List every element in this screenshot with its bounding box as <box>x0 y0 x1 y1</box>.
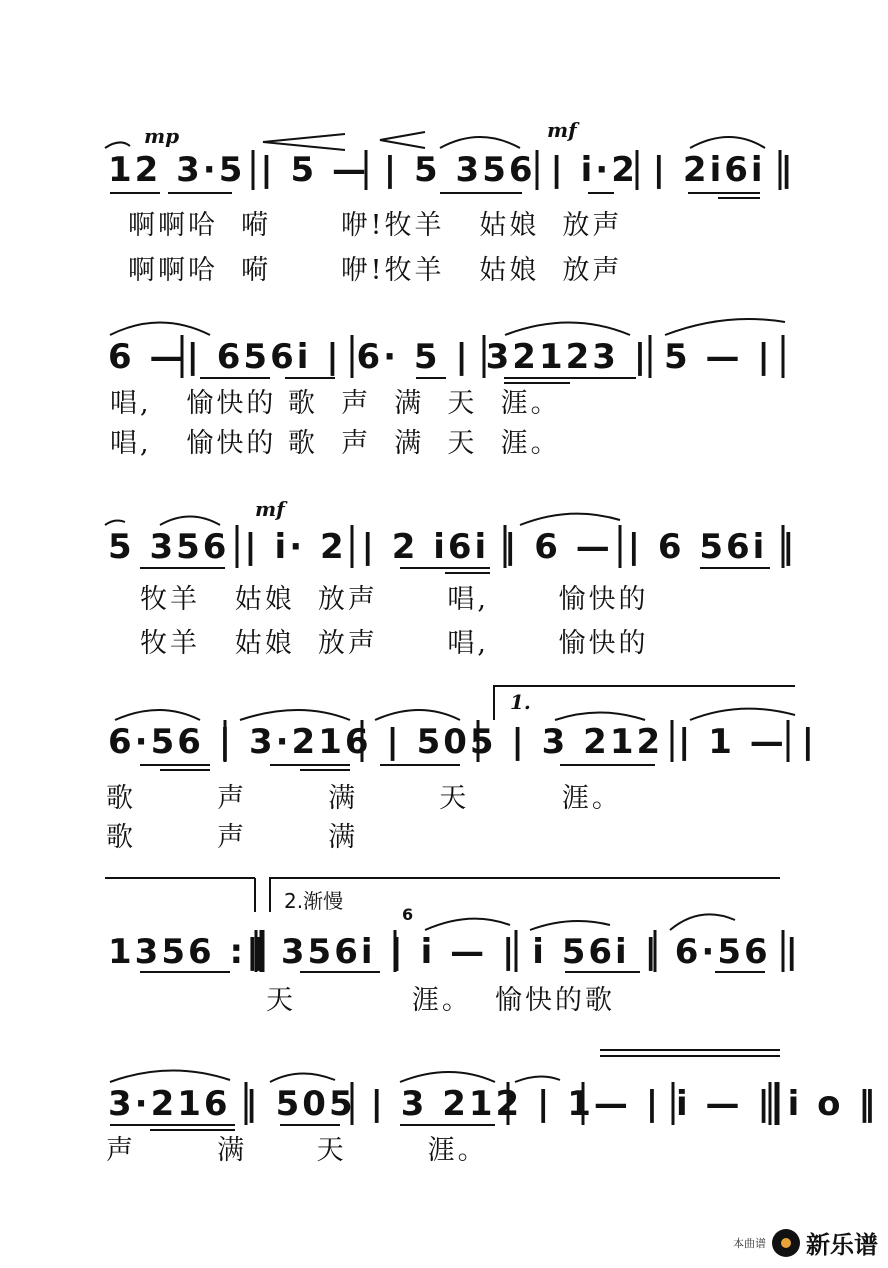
notes-row-5: 1356 :‖ 356i | i — | i 56i | 6·56 | <box>108 932 801 972</box>
notes-row-2: 6 —| 656i | 6· 5 | 32123 | 5 — | <box>108 337 773 377</box>
lyric-line: 唱, 愉快的 歌 声 满 天 涯。 <box>110 388 561 419</box>
grace-note: 6 <box>402 905 414 924</box>
footer-label: 本曲谱 <box>733 1236 766 1250</box>
dynamic-mark: mf <box>255 497 285 521</box>
lyric-line: 啊啊哈 嗬 咿!牧羊 姑娘 放声 <box>128 210 623 241</box>
lyric-line: 牧羊 姑娘 放声 唱, 愉快的 <box>140 628 649 659</box>
notes-row-1: 12 3·5 | 5 — | 5 356 | i·2 | 2i6i | <box>108 150 796 190</box>
lyric-line: 歌 声 满 <box>106 822 359 853</box>
lyric-line: 天 涯。 愉快的歌 <box>266 985 615 1016</box>
dynamic-mark: mp <box>144 124 180 148</box>
volta-2-label: 2.渐慢 <box>284 889 344 913</box>
lyric-line: 声 满 天 涯。 <box>106 1135 488 1166</box>
footer-brand <box>733 1225 878 1260</box>
notes-row-4: 6·56 | 3·216 | 505 | 3 212 | 1 — | <box>108 722 817 762</box>
lyric-line: 歌 声 满 天 涯。 <box>106 783 622 814</box>
brand-name: 新乐谱 <box>806 1231 878 1259</box>
dynamic-mark: mf <box>547 118 577 142</box>
notes-row-3: 5 356 | i· 2 | 2 i6i | 6 — | 6 56i | <box>108 527 798 567</box>
volta-1-label: 1. <box>510 690 531 714</box>
lyric-line: 唱, 愉快的 歌 声 满 天 涯。 <box>110 428 561 459</box>
record-logo-icon <box>772 1229 800 1257</box>
lyric-line: 牧羊 姑娘 放声 唱, 愉快的 <box>140 584 649 615</box>
notes-row-6: 3·216 | 505 | 3 212 | 1— | i — | i o ‖ <box>108 1084 879 1124</box>
lyric-line: 啊啊哈 嗬 咿!牧羊 姑娘 放声 <box>128 255 623 286</box>
